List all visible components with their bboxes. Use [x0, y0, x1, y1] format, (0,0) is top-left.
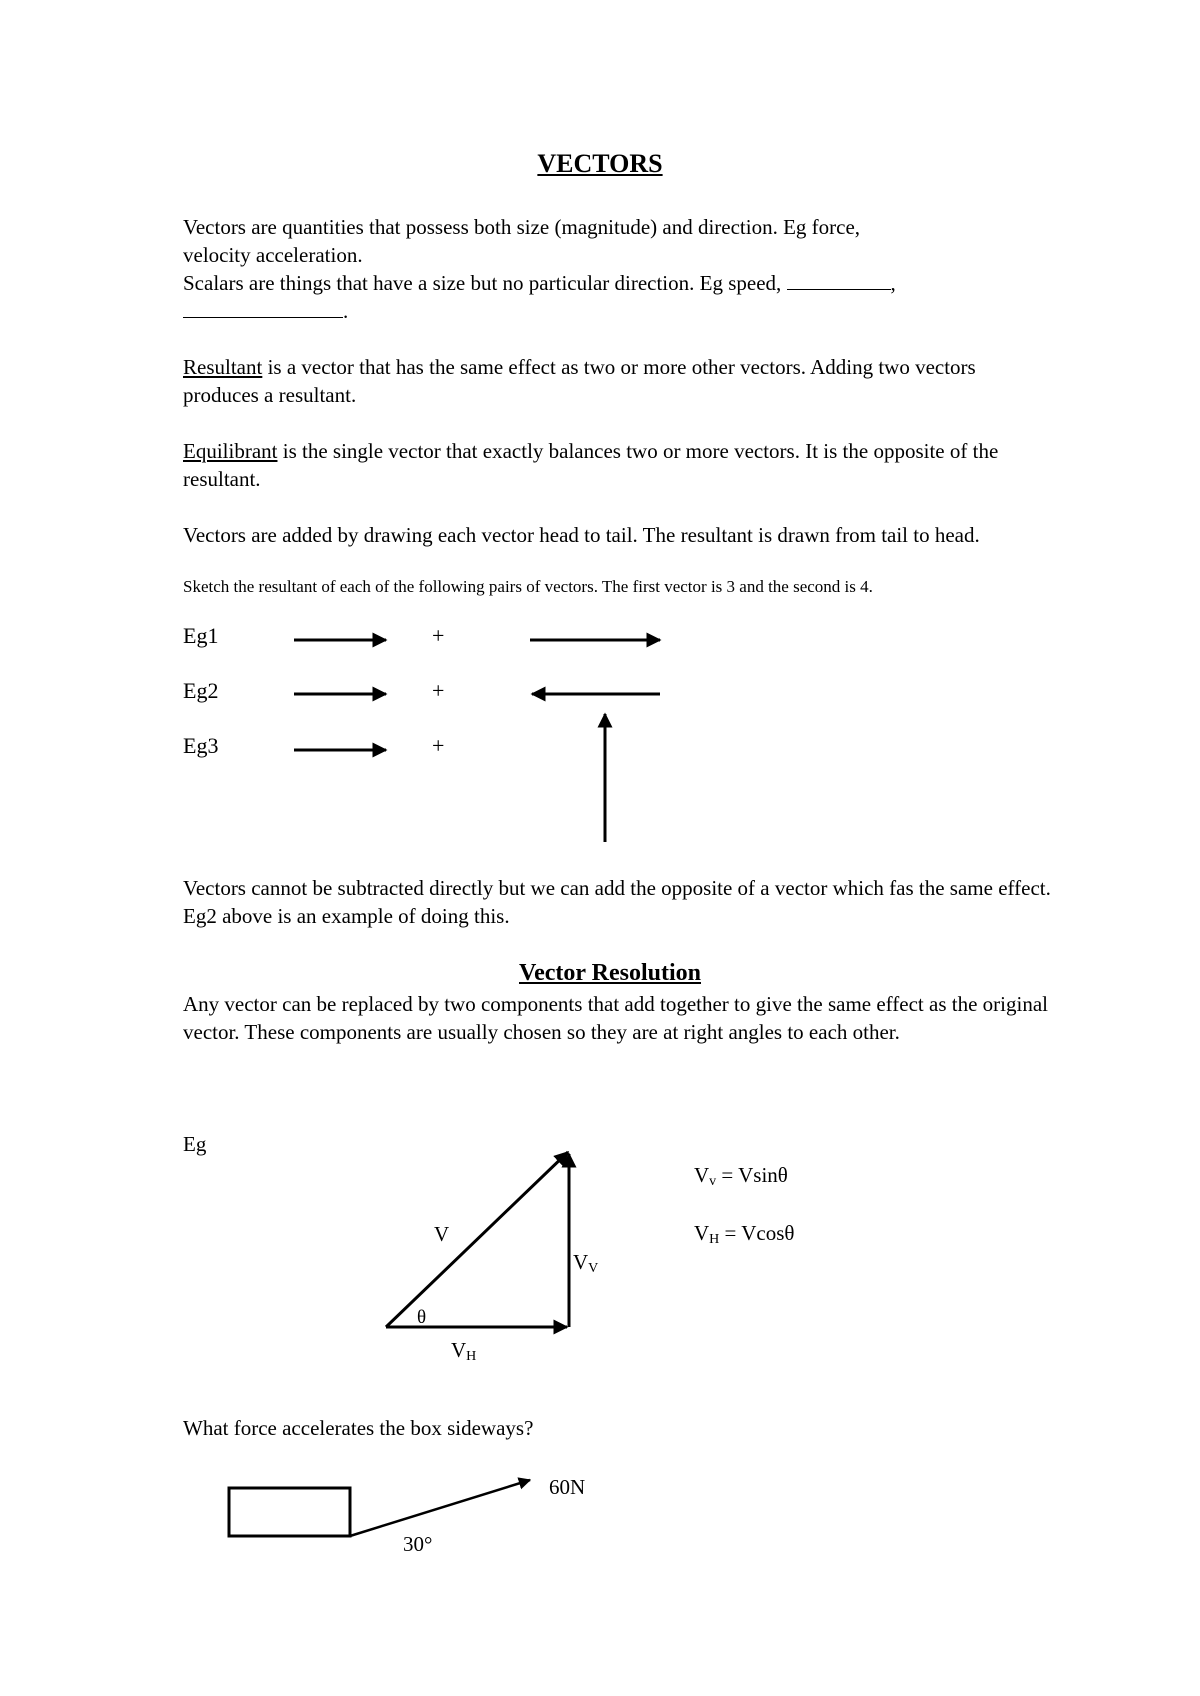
label-v: V [434, 1222, 450, 1246]
resultant-term: Resultant [183, 355, 263, 379]
example-1-plus: + [432, 623, 445, 648]
equation-horizontal-component: $V_H = Vcos\theta$ [694, 1221, 795, 1247]
resultant-definition: Resultant is a vector that has the same effect as two or more other vectors. Adding two vectors produces a resultant. [183, 355, 976, 407]
example-2-label: Eg2 [183, 678, 219, 703]
example-1-label: Eg1 [183, 623, 219, 648]
equation-vertical-component: $V_v = Vsin\theta$ [694, 1163, 788, 1189]
label-theta: θ [417, 1307, 427, 1328]
example-3-label: Eg3 [183, 733, 219, 758]
box [229, 1488, 350, 1536]
page-title: VECTORS [537, 149, 663, 178]
resolution-eg-label: Eg [183, 1132, 207, 1156]
force-vector-60n [350, 1480, 530, 1536]
equilibrant-term: Equilibrant [183, 439, 278, 463]
example-2-plus: + [432, 678, 445, 703]
vector-resolution-text: Any vector can be replaced by two components that add together to give the same effect as the original vector. These components are usually chosen so they are at right angles to each other. [183, 992, 1048, 1044]
equilibrant-definition: Equilibrant is the single vector that exactly balances two or more vectors. It is the opposite of the resultant. [183, 439, 999, 491]
label-vh: $V_H$ [451, 1338, 477, 1364]
box-question: What force accelerates the box sideways? [183, 1416, 534, 1440]
subtraction-text: Vectors cannot be subtracted directly but we can add the opposite of a vector which fas the same effect. Eg2 above is an example of doing this. [183, 876, 1051, 928]
vector-resolution-heading: Vector Resolution [519, 960, 701, 986]
scalars-definition: Scalars are things that have a size but no particular direction. Eg speed, , [183, 271, 896, 295]
resultant-vector-v [386, 1152, 568, 1327]
force-label: 60N [549, 1475, 586, 1499]
angle-label: 30° [403, 1532, 433, 1556]
example-3-plus: + [432, 733, 445, 758]
vectors-definition-line1: Vectors are quantities that possess both size (magnitude) and direction. Eg force, [183, 215, 861, 239]
vectors-definition-line2: velocity acceleration. [183, 243, 363, 267]
adding-vectors-text: Vectors are added by drawing each vector head to tail. The resultant is drawn from tail to head. [183, 523, 980, 547]
scalars-blank-line: . [183, 297, 1053, 325]
sketch-instruction: Sketch the resultant of each of the following pairs of vectors. The first vector is 3 and the second is 4. [183, 577, 873, 596]
label-vv: $V_V$ [573, 1250, 599, 1276]
